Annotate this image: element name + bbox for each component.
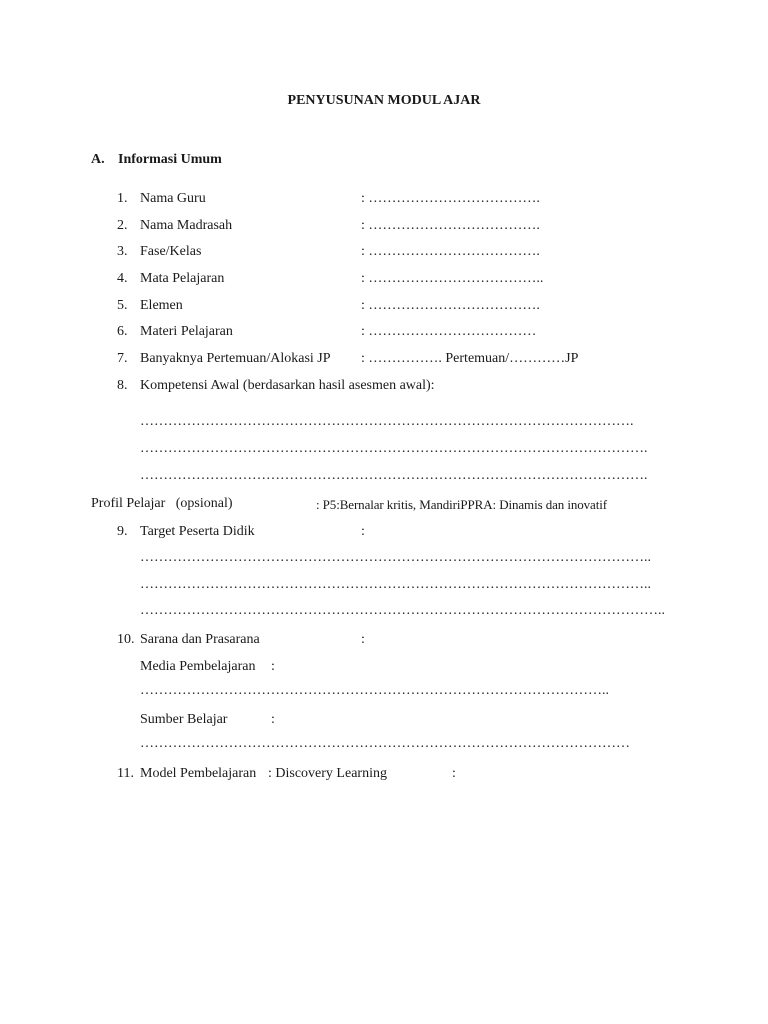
item-label-kompetensi-awal: Kompetensi Awal (berdasarkan hasil asesmen awal): xyxy=(140,378,435,393)
item-number: 6. xyxy=(117,324,128,339)
item-number: 2. xyxy=(117,218,128,233)
item-label-target-peserta-didik: Target Peserta Didik xyxy=(140,524,255,539)
fill-line: ……………………………………………………………………………………………….. xyxy=(140,550,651,565)
item-colon: : xyxy=(361,524,365,539)
item-number: 10. xyxy=(117,632,135,647)
item-label-nama-madrasah: Nama Madrasah xyxy=(140,218,233,233)
item-label-alokasi-jp: Banyaknya Pertemuan/Alokasi JP xyxy=(140,351,331,366)
sumber-belajar-colon: : xyxy=(271,712,275,727)
item-label-nama-guru: Nama Guru xyxy=(140,191,206,206)
item-value-materi-pelajaran: : ……………………………… xyxy=(361,324,537,339)
item-label-model-pembelajaran: Model Pembelajaran xyxy=(140,766,257,781)
item-number: 4. xyxy=(117,271,128,286)
fill-line: ……………………………………………………………………………………………….. xyxy=(140,577,651,592)
profil-pelajar-label: Profil Pelajar (opsional) xyxy=(91,496,233,511)
fill-line: ………………………………………………………………………………………………….. xyxy=(140,603,665,618)
item-value-nama-madrasah: : ………………………………. xyxy=(361,218,540,233)
item-number: 8. xyxy=(117,378,128,393)
item-label-materi-pelajaran: Materi Pelajaran xyxy=(140,324,233,339)
item-value-mata-pelajaran: : ……………………………….. xyxy=(361,271,544,286)
section-a-heading: Informasi Umum xyxy=(118,152,222,167)
item-label-mata-pelajaran: Mata Pelajaran xyxy=(140,271,225,286)
item-number: 1. xyxy=(117,191,128,206)
fill-line: …………………………………………………………………………………………… xyxy=(140,736,630,751)
item-label-elemen: Elemen xyxy=(140,298,183,313)
item-value-alokasi-jp: : ……………. Pertemuan/…………JP xyxy=(361,351,579,366)
fill-line: ………………………………………………………………………………………………. xyxy=(140,468,648,483)
item-colon: : xyxy=(361,632,365,647)
item-label-fase-kelas: Fase/Kelas xyxy=(140,244,202,259)
document-title: PENYUSUNAN MODUL AJAR xyxy=(287,93,481,108)
item-value-elemen: : ………………………………. xyxy=(361,298,540,313)
fill-line: ………………………………………………………………………………………………. xyxy=(140,441,648,456)
item-number: 11. xyxy=(117,766,134,781)
item-value-model-pembelajaran: : Discovery Learning xyxy=(268,766,387,781)
media-pembelajaran-colon: : xyxy=(271,659,275,674)
item-value-nama-guru: : ………………………………. xyxy=(361,191,540,206)
item-number: 9. xyxy=(117,524,128,539)
fill-line: ……………………………………………………………………………………….. xyxy=(140,683,609,698)
media-pembelajaran-label: Media Pembelajaran xyxy=(140,659,256,674)
sumber-belajar-label: Sumber Belajar xyxy=(140,712,228,727)
item-label-sarana-prasarana: Sarana dan Prasarana xyxy=(140,632,260,647)
item-number: 3. xyxy=(117,244,128,259)
profil-pelajar-value: : P5:Bernalar kritis, MandiriPPRA: Dinamis dan inovatif xyxy=(316,497,607,512)
item-number: 7. xyxy=(117,351,128,366)
fill-line: ……………………………………………………………………………………………. xyxy=(140,414,634,429)
item-number: 5. xyxy=(117,298,128,313)
item-value-fase-kelas: : ………………………………. xyxy=(361,244,540,259)
section-a-letter: A. xyxy=(91,152,105,167)
item-colon: : xyxy=(452,766,456,781)
